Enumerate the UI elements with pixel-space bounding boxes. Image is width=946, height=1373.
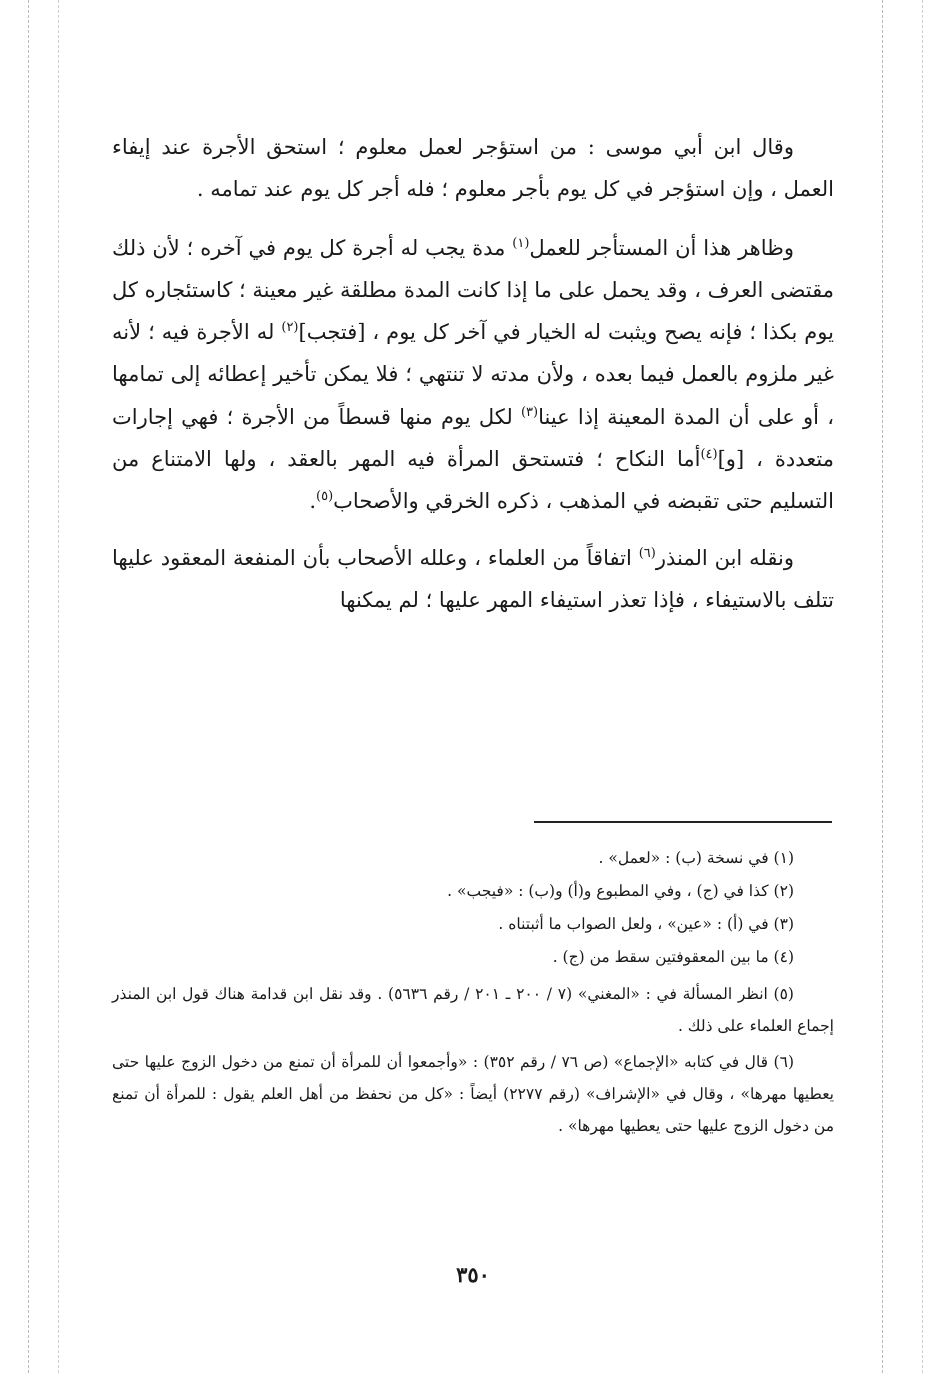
footnote-ref-6: (٦) bbox=[638, 545, 656, 561]
footnote-ref-4: (٤) bbox=[700, 447, 718, 463]
paragraph-3-text-a: ونقله ابن المنذر bbox=[655, 545, 794, 570]
footnote-6: (٦) قال في كتابه «الإجماع» (ص ٧٦ / رقم ٣٥٢) : «وأجمعوا أن للمرأة أن تمنع من دخول الزوج عليها حتى يعطيها مهرها» ، وقال في «الإشراف» (رقم ٢٢٧٧) أيضاً : «كل من نحفظ من أهل العلم يقول : للمرأة أن تمنع من دخول الزوج عليها حتى يعطيها مهرها» . bbox=[112, 1053, 834, 1135]
scan-edge-right-inner bbox=[882, 0, 883, 1373]
footnote-1: (١) في نسخة (ب) : «لعمل» . bbox=[598, 849, 794, 867]
main-text bbox=[112, 126, 834, 635]
paragraph-2 bbox=[112, 227, 834, 523]
footnote-5: (٥) انظر المسألة في : «المغني» (٧ / ٢٠٠ ـ ٢٠١ / رقم ٥٦٣٦) . وقد نقل ابن قدامة هناك قول ابن المنذر إجماع العلماء على ذلك . bbox=[112, 985, 834, 1035]
footnote-ref-1: (١) bbox=[512, 235, 530, 251]
footnote-ref-5: (٥) bbox=[316, 489, 334, 505]
paragraph-2-text-b: مدة يجب له أجرة كل يوم في آخره ؛ لأن ذلك مقتضى العرف ، وقد يحمل على ما إذا كانت المدة مطلقة غير معينة ؛ كاستئجاره كل يوم بكذا ؛ فإنه يصح ويثبت له الخيار في آخر كل يوم ، [فتجب] bbox=[112, 235, 834, 345]
page-number: ٣٥٠ bbox=[456, 1262, 490, 1287]
footnote-2: (٢) كذا في (ج) ، وفي المطبوع و(أ) و(ب) : «فيجب» . bbox=[447, 882, 794, 900]
paragraph-1: وقال ابن أبي موسى : من استؤجر لعمل معلوم ؛ استحق الأجرة عند إيفاء العمل ، وإن استؤجر في كل يوم بأجر معلوم ؛ فله أجر كل يوم عند تمامه . bbox=[112, 135, 834, 202]
footnote-4: (٤) ما بين المعقوفتين سقط من (ج) . bbox=[552, 948, 794, 966]
paragraph-3-text-b: اتفاقاً من العلماء ، وعلله الأصحاب بأن المنفعة المعقود عليها تتلف بالاستيفاء ، فإذا تعذر استيفاء المهر عليها ؛ لم يمكنها bbox=[112, 545, 834, 612]
paragraph-2-text-f: . bbox=[309, 489, 317, 514]
footnotes bbox=[112, 842, 834, 1142]
paragraph-2-text-c: له الأجرة فيه ؛ لأنه غير ملزوم بالعمل فيما بعده ، ولأن مدته لا تنتهي ؛ فلا يمكن تأخير إعطائه إلى تمامها ، أو على أن المدة المعينة إذا عينا bbox=[112, 320, 834, 429]
paragraph-2-text-e: أما النكاح ؛ فتستحق المرأة فيه المهر بالعقد ، ولها الامتناع من التسليم حتى تقبضه في المذهب ، ذكره الخرقي والأصحاب bbox=[112, 447, 834, 514]
footnote-ref-3: (٣) bbox=[520, 404, 539, 420]
paragraph-3 bbox=[112, 537, 834, 622]
paragraph-2-text-a: وظاهر هذا أن المستأجر للعمل bbox=[529, 235, 794, 260]
footnote-3: (٣) في (أ) : «عين» ، ولعل الصواب ما أثبتناه . bbox=[498, 915, 794, 933]
footnote-separator bbox=[534, 821, 832, 823]
scan-edge-left-inner bbox=[58, 0, 59, 1373]
scan-edge-left bbox=[28, 0, 29, 1373]
paragraph-2-text-d: لكل يوم منها قسطاً من الأجرة ؛ فهي إجارات متعددة ، [و] bbox=[112, 404, 834, 472]
footnote-ref-2: (٢) bbox=[281, 320, 299, 336]
scan-edge-right bbox=[922, 0, 923, 1373]
